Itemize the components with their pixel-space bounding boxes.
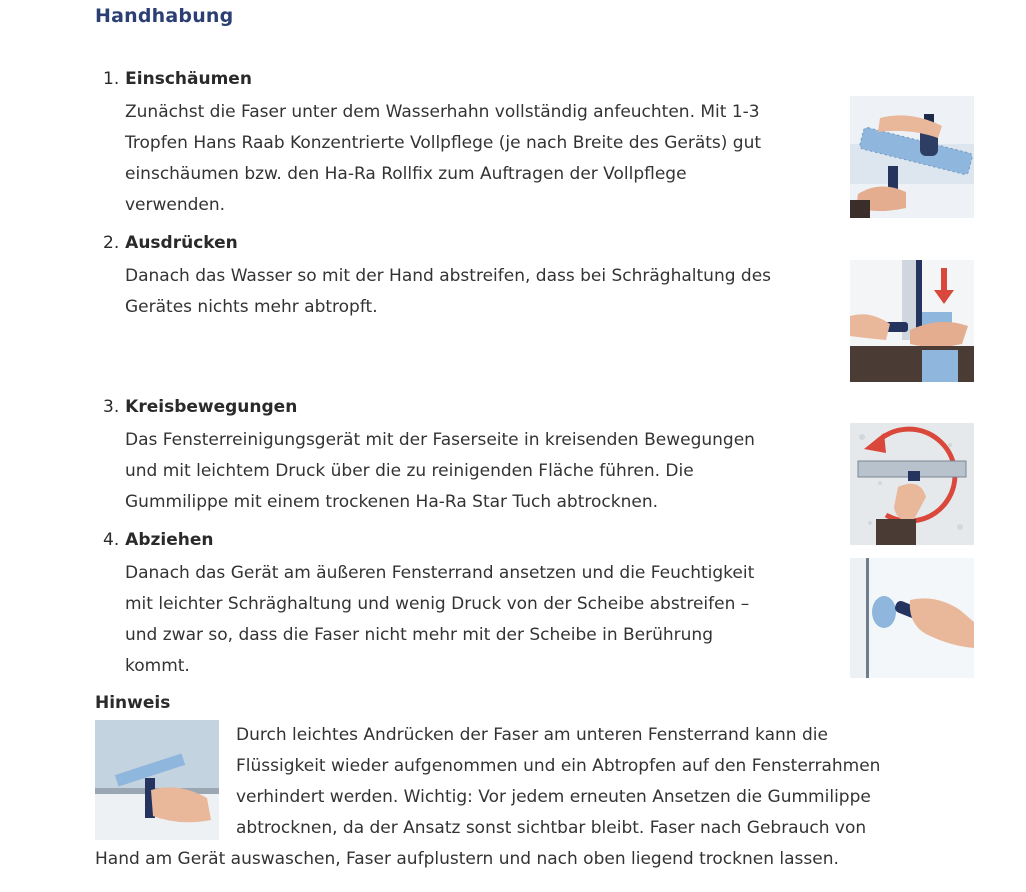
step-3-title: Kreisbewegungen [125,397,298,417]
note-line-5: Hand am Gerät auswaschen, Faser aufplustern und nach oben liegend trocknen lassen. [95,849,839,869]
note-line-4: abtrocknen, da der Ansatz sonst sichtbar bleibt. Faser nach Gebrauch von [236,818,867,838]
step-2-title: Ausdrücken [125,233,238,253]
step-2-text: Danach das Wasser so mit der Hand abstreifen, dass bei Schräghaltung des Gerätes nichts mehr abtropft. [125,266,772,317]
wiping-window-edge-illustration [850,558,974,678]
step-3-text: Das Fensterreinigungsgerät mit der Faserseite in kreisenden Bewegungen und mit leichtem Druck über die zu reinigenden Fläche führen. Die Gummilippe mit einem trockenen Ha-Ra Star Tuch abtrocknen. [125,430,755,512]
step-2-heading [103,233,238,253]
step-4-title: Abziehen [125,530,214,550]
step-1-title: Einschäumen [125,69,252,89]
hand-squeezing-fiber-illustration [850,260,974,382]
note-line-2: Flüssigkeit wieder aufgenommen und ein Abtropfen auf den Fensterrahmen [236,756,881,776]
step-3-heading [103,397,297,417]
hand-applying-care-drops-illustration [850,96,974,218]
step-1-number: 1. [103,69,120,89]
step-4-text: Danach das Gerät am äußeren Fensterrand ansetzen und die Feuchtigkeit mit leichter Schräghaltung und wenig Druck von der Scheibe abstreifen – und zwar so, dass die Faser nicht mehr mit der Scheibe in Berührung kommt. [125,563,755,676]
step-3-number: 3. [103,397,120,417]
step-4-heading [103,530,213,550]
window-bottom-edge-illustration [95,720,219,840]
note-line-1: Durch leichtes Andrücken der Faser am unteren Fensterrand kann die [236,725,828,745]
note-heading: Hinweis [95,693,171,713]
note-line-3: verhindert werden. Wichtig: Vor jedem erneuten Ansetzen die Gummilippe [236,787,871,807]
page-title: Handhabung [95,5,234,27]
step-1-text: Zunächst die Faser unter dem Wasserhahn vollständig anfeuchten. Mit 1-3 Tropfen Hans Raab Konzentrierte Vollpflege (je nach Breite des Geräts) gut einschäumen bzw. den Ha-Ra Rollfix zum Auftragen der Vollpflege verwenden. [125,102,762,215]
step-4-number: 4. [103,530,120,550]
circular-motion-illustration [850,423,974,545]
step-2-number: 2. [103,233,120,253]
step-1-heading [103,69,252,89]
